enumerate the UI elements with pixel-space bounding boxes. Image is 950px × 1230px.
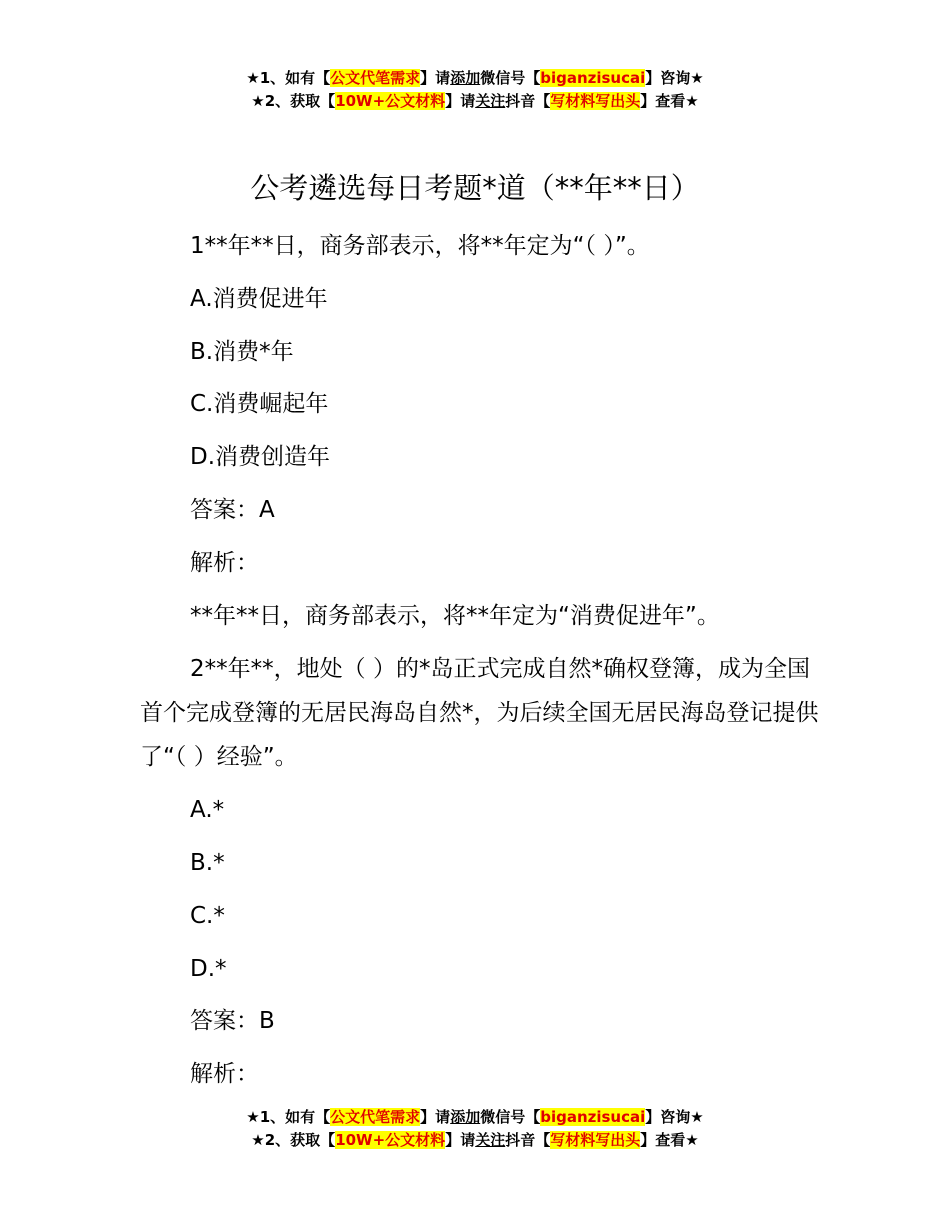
banner-text: 抖音【 [505,1131,551,1149]
banner-underline-add: 添加 [450,1108,481,1126]
banner-text: 】请 [420,1108,451,1126]
option-a: A.消费促进年 [190,285,328,312]
option-d: D.消费创造年 [190,444,331,471]
option-c: C.消费崛起年 [190,391,329,418]
header-banner [0,67,950,113]
banner-text: ★1、如有【 [246,69,331,87]
question-1: 1**年**日，商务部表示，将**年定为“（ ）”。 [190,233,650,259]
option-b: B.消费*年 [190,338,294,365]
banner-line-2 [0,1129,950,1152]
banner-text: 】请 [420,69,451,87]
analysis-label: 解析： [190,1061,259,1088]
banner-underline-follow: 关注 [475,92,506,110]
banner-text: 】查看★ [640,1131,699,1149]
banner-highlight-service: 公文代笔需求 [330,1108,421,1126]
banner-text: 】查看★ [640,92,699,110]
banner-line-1 [0,1106,950,1129]
question-2: 2**年**，地处（ ）的*岛正式完成自然*确权登簿，成为全国首个完成登簿的无居民海岛自然*，为后续全国无居民海岛登记提供了“（ ）经验”。 [140,656,819,771]
banner-text: ★1、如有【 [246,1108,331,1126]
banner-highlight-materials: 10W+公文材料 [335,92,446,110]
banner-text: 】请 [445,92,476,110]
banner-highlight-materials: 10W+公文材料 [335,1131,446,1149]
banner-underline-follow: 关注 [475,1131,506,1149]
banner-highlight-douyin: 写材料写出头 [550,92,641,110]
banner-highlight-wechat-id: biganzisucai [540,1108,646,1126]
option-d: D.* [190,955,227,982]
analysis-label: 解析： [190,549,259,576]
option-c: C.* [190,902,225,929]
banner-underline-add: 添加 [450,69,481,87]
banner-text: 抖音【 [505,92,551,110]
answer: 答案：A [190,496,275,523]
banner-text: 】咨询★ [645,1108,704,1126]
option-b: B.* [190,849,225,876]
banner-text: 微信号【 [480,1108,541,1126]
banner-text: 】请 [445,1131,476,1149]
banner-text: ★2、获取【 [251,92,336,110]
banner-highlight-douyin: 写材料写出头 [550,1131,641,1149]
banner-text: ★2、获取【 [251,1131,336,1149]
banner-highlight-wechat-id: biganzisucai [540,69,646,87]
footer-banner [0,1106,950,1152]
banner-text: 】咨询★ [645,69,704,87]
answer: 答案：B [190,1008,275,1035]
banner-highlight-service: 公文代笔需求 [330,69,421,87]
banner-line-2 [0,90,950,113]
document-title: 公考遴选每日考题*道（**年**日） [250,171,700,205]
banner-line-1 [0,67,950,90]
banner-text: 微信号【 [480,69,541,87]
analysis-text: **年**日，商务部表示，将**年定为“消费促进年”。 [190,602,720,629]
document-body [140,225,820,1106]
option-a: A.* [190,797,225,824]
